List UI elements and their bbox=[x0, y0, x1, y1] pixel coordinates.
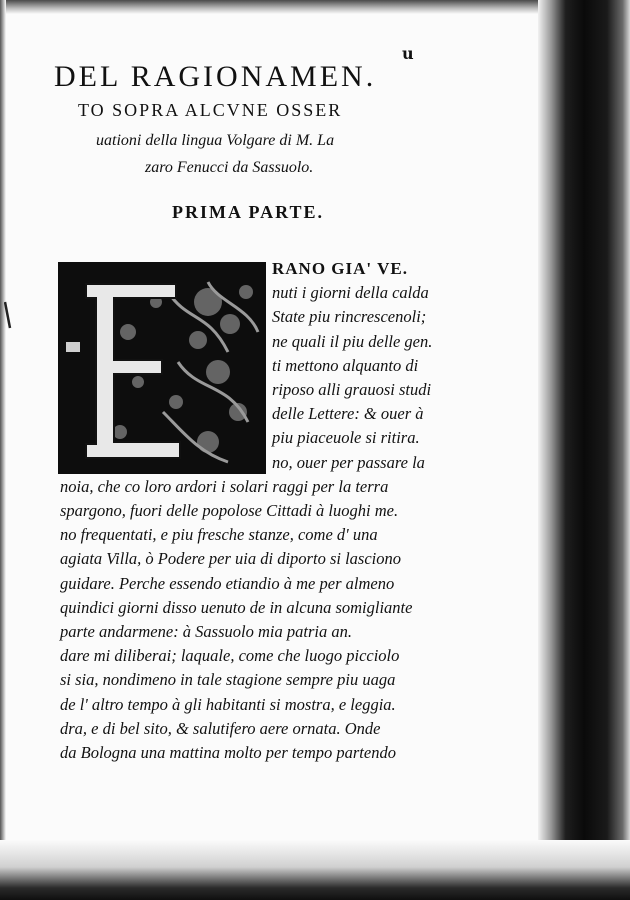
decorated-initial bbox=[58, 262, 266, 474]
text-line: ti mettono alquanto di bbox=[272, 355, 419, 375]
text-line: no frequentati, e piu fresche stanze, come d' una bbox=[60, 525, 378, 545]
scan-edge-bottom bbox=[0, 840, 630, 900]
scan-edge-top bbox=[0, 0, 560, 14]
text-line: guidare. Perche essendo etiandio à me per almeno bbox=[60, 573, 395, 593]
text-line: dra, e di bel sito, & salutifero aere ornata. Onde bbox=[60, 718, 381, 738]
margin-mark bbox=[4, 300, 12, 330]
text-line: nuti i giorni della calda bbox=[272, 283, 429, 303]
page-number: u bbox=[402, 44, 414, 63]
text-line: riposo alli grauosi studi bbox=[272, 380, 432, 399]
text-line: quindici giorni disso uenuto de in alcuna somigliante bbox=[60, 597, 413, 617]
text-line: State piu rincrescenoli; bbox=[272, 307, 427, 327]
subtitle-line-2: zaro Fenucci da Sassuolo. bbox=[145, 159, 314, 176]
scan-edge-left bbox=[0, 0, 6, 900]
text-line: si sia, nondimeno in tale stagione sempre piu uaga bbox=[60, 670, 396, 690]
text-line: no, ouer per passare la bbox=[272, 452, 425, 472]
text-line: spargono, fuori delle popolose Cittadi à luoghi me. bbox=[60, 501, 399, 520]
title-line-2: TO SOPRA ALCVNE OSSER bbox=[78, 100, 343, 120]
text-line: RANO GIA' VE. bbox=[272, 259, 408, 278]
text-line: delle Lettere: & ouer à bbox=[272, 404, 424, 424]
text-line: ne quali il piu delle gen. bbox=[272, 331, 433, 351]
text-line: dare mi diliberai; laquale, come che luogo picciolo bbox=[60, 646, 400, 666]
title-line-1: DEL RAGIONAMEN. bbox=[54, 60, 377, 93]
text-line: piu piaceuole si ritira. bbox=[272, 428, 420, 448]
text-line: agiata Villa, ò Podere per uia di diporto si lasciono bbox=[60, 549, 401, 569]
section-heading: PRIMA PARTE. bbox=[172, 202, 325, 222]
text-line: da Bologna una mattina molto per tempo partendo bbox=[60, 743, 396, 762]
text-line: de l' altro tempo à gli habitanti si mostra, e leggia. bbox=[60, 694, 396, 714]
text-line: noia, che co loro ardori i solari raggi per la terra bbox=[60, 476, 389, 496]
subtitle-line-1: uationi della lingua Volgare di M. La bbox=[96, 132, 335, 149]
text-line: parte andarmene: à Sassuolo mia patria an. bbox=[60, 622, 352, 641]
book-fore-edge bbox=[538, 0, 630, 900]
